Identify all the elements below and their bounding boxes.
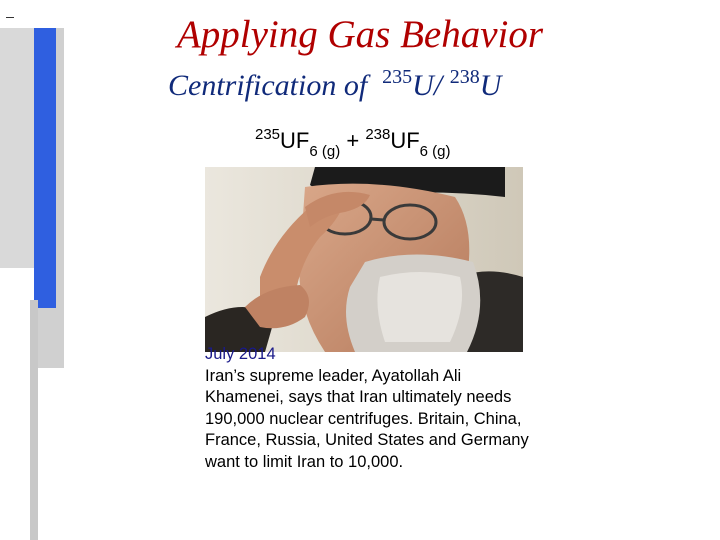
leader-photo	[205, 167, 523, 352]
eq-sub1: 6 (g)	[309, 143, 341, 160]
subtitle-separator: /	[433, 69, 443, 102]
subtitle-prefix: Centrification of	[168, 69, 368, 102]
photo-illustration	[205, 167, 523, 352]
eq-mass1: 235	[255, 126, 281, 143]
isotope-equation	[255, 126, 451, 160]
eq-formula1: UF	[280, 128, 310, 153]
subtitle-iso1-symbol: U	[412, 69, 434, 102]
eq-mass2: 238	[365, 126, 391, 143]
decor-bar-gray-left	[0, 28, 34, 268]
decor-bar-gray-long	[30, 300, 38, 540]
slide-title: Applying Gas Behavior	[176, 13, 544, 56]
decor-bar-blue	[34, 28, 56, 308]
eq-sub2: 6 (g)	[419, 143, 451, 160]
eq-plus: +	[346, 128, 360, 153]
subtitle-iso2-symbol: U	[479, 69, 502, 102]
subtitle-iso2-mass: 238	[449, 66, 480, 88]
eq-formula2: UF	[390, 128, 420, 153]
photo-caption	[205, 344, 535, 473]
decor-gap	[38, 368, 64, 540]
slide-subtitle	[168, 66, 501, 103]
caption-date: July 2014	[205, 345, 276, 363]
subtitle-iso1-mass: 235	[382, 66, 413, 88]
caption-body: Iran’s supreme leader, Ayatollah Ali Khamenei, says that Iran ultimately needs 190,000 nuclear centrifuges. Britain, China, France, Russia, United States and Germany want to limit Iran to 10,000.	[205, 366, 529, 471]
